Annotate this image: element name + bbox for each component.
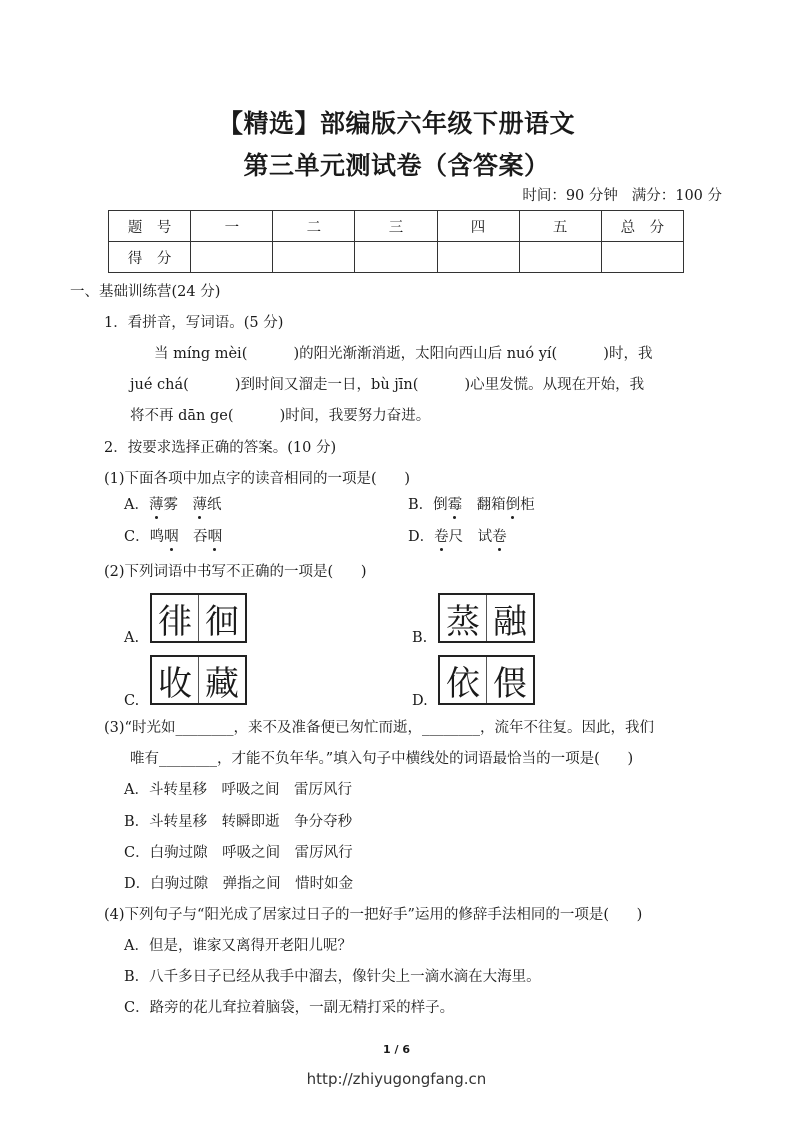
option-a[interactable]: A．斗转星移 呼吸之间 雷厉风行 bbox=[124, 782, 352, 798]
score-table-header-row bbox=[109, 211, 684, 242]
option-text: A． bbox=[124, 497, 149, 513]
table-cell: 二 bbox=[273, 211, 355, 242]
option-text: 翻箱 bbox=[462, 497, 506, 513]
char-cell: 徘 bbox=[158, 601, 192, 642]
question-1-line: jué chá( )到时间又溜走一日，bù jīn( )心里发慌。从现在开始，我 bbox=[130, 377, 645, 393]
word-box-b[interactable] bbox=[438, 593, 535, 643]
dotted-char: 薄 bbox=[148, 497, 164, 513]
dotted-char: 卷 bbox=[434, 529, 449, 545]
table-cell: 总 分 bbox=[601, 211, 683, 242]
score-input-cell[interactable] bbox=[437, 242, 519, 273]
char-cell: 偎 bbox=[486, 657, 533, 703]
char-cell: 徊 bbox=[198, 595, 245, 641]
option-c[interactable] bbox=[124, 527, 222, 547]
option-text: 雾 bbox=[163, 497, 193, 513]
char-cell: 收 bbox=[158, 663, 192, 704]
score-input-cell[interactable] bbox=[355, 242, 437, 273]
char-cell: 融 bbox=[486, 595, 533, 641]
option-c-label[interactable]: C. bbox=[124, 693, 140, 709]
question-2-1-stem: (1)下面各项中加点字的读音相同的一项是( ) bbox=[104, 471, 411, 487]
option-a[interactable] bbox=[124, 495, 221, 515]
question-1-label: 1．看拼音，写词语。(5 分) bbox=[104, 315, 284, 331]
table-cell: 三 bbox=[355, 211, 437, 242]
table-cell: 四 bbox=[437, 211, 519, 242]
dotted-char: 薄 bbox=[192, 497, 207, 513]
exam-meta: 时间：90 分钟 满分：100 分 bbox=[522, 188, 722, 204]
site-url[interactable]: http://zhiyugongfang.cn bbox=[306, 1070, 487, 1088]
table-cell: 得 分 bbox=[109, 242, 191, 273]
question-2-label: 2．按要求选择正确的答案。(10 分) bbox=[104, 440, 337, 456]
exam-title-line2: 第三单元测试卷（含答案） bbox=[243, 151, 550, 180]
option-b[interactable]: B．斗转星移 转瞬即逝 争分夺秒 bbox=[124, 814, 353, 830]
option-b[interactable]: B．八千多日子已经从我手中溜去，像针尖上一滴水滴在大海里。 bbox=[124, 969, 541, 985]
dotted-char: 霉 bbox=[447, 497, 463, 513]
option-d[interactable] bbox=[408, 527, 507, 547]
question-2-2-stem: (2)下列词语中书写不正确的一项是( ) bbox=[104, 564, 367, 580]
option-c[interactable]: C．路旁的花儿耷拉着脑袋，一副无精打采的样子。 bbox=[124, 1000, 455, 1016]
char-cell: 依 bbox=[446, 663, 480, 704]
score-input-cell[interactable] bbox=[601, 242, 683, 273]
score-input-cell[interactable] bbox=[273, 242, 355, 273]
table-cell: 题 号 bbox=[109, 211, 191, 242]
option-text: B．倒 bbox=[408, 497, 448, 513]
option-text: C．鸣 bbox=[124, 529, 165, 545]
score-input-cell[interactable] bbox=[519, 242, 601, 273]
option-text: 吞 bbox=[178, 529, 208, 545]
section-heading: 一、基础训练营(24 分) bbox=[70, 284, 221, 300]
option-b-label[interactable]: B. bbox=[412, 630, 428, 646]
option-text: 尺 试 bbox=[448, 529, 493, 545]
char-cell: 藏 bbox=[198, 657, 245, 703]
option-text: 柜 bbox=[520, 497, 535, 513]
dotted-char: 卷 bbox=[492, 529, 507, 545]
option-a[interactable]: A．但是，谁家又离得开老阳儿呢？ bbox=[124, 938, 352, 954]
option-d-label[interactable]: D. bbox=[412, 693, 428, 709]
question-2-3-stem: 唯有________，才能不负年华。”填入句子中横线处的词语最恰当的一项是( ) bbox=[130, 751, 634, 767]
option-a-label[interactable]: A. bbox=[124, 630, 140, 646]
dotted-char: 咽 bbox=[207, 529, 223, 545]
option-c[interactable]: C．白驹过隙 呼吸之间 雷厉风行 bbox=[124, 845, 353, 861]
word-box-a[interactable] bbox=[150, 593, 247, 643]
question-1-line: 将不再 dān ge( )时间，我要努力奋进。 bbox=[130, 408, 431, 424]
exam-title-line1: 【精选】部编版六年级下册语文 bbox=[217, 109, 575, 138]
char-cell: 蒸 bbox=[446, 601, 480, 642]
option-d[interactable]: D．白驹过隙 弹指之间 惜时如金 bbox=[124, 876, 354, 892]
score-input-cell[interactable] bbox=[191, 242, 273, 273]
table-cell: 五 bbox=[519, 211, 601, 242]
option-text: D． bbox=[408, 529, 435, 545]
question-1-line: 当 míng mèi( )的阳光渐渐消逝，太阳向西山后 nuó yí( )时，我 bbox=[154, 346, 653, 362]
score-table-score-row bbox=[109, 242, 684, 273]
option-text: 纸 bbox=[206, 497, 222, 513]
word-box-d[interactable] bbox=[438, 655, 535, 705]
table-cell: 一 bbox=[191, 211, 273, 242]
page-number: 1 / 6 bbox=[383, 1043, 410, 1056]
word-box-c[interactable] bbox=[150, 655, 247, 705]
question-2-3-stem: (3)“时光如________，来不及准备便已匆忙而逝，________，流年不往复。因此，我们 bbox=[104, 720, 654, 736]
score-table bbox=[108, 210, 684, 273]
option-b[interactable] bbox=[408, 495, 535, 515]
dotted-char: 倒 bbox=[505, 497, 521, 513]
dotted-char: 咽 bbox=[164, 529, 179, 545]
question-2-4-stem: (4)下列句子与“阳光成了居家过日子的一把好手”运用的修辞手法相同的一项是( ) bbox=[104, 907, 643, 923]
